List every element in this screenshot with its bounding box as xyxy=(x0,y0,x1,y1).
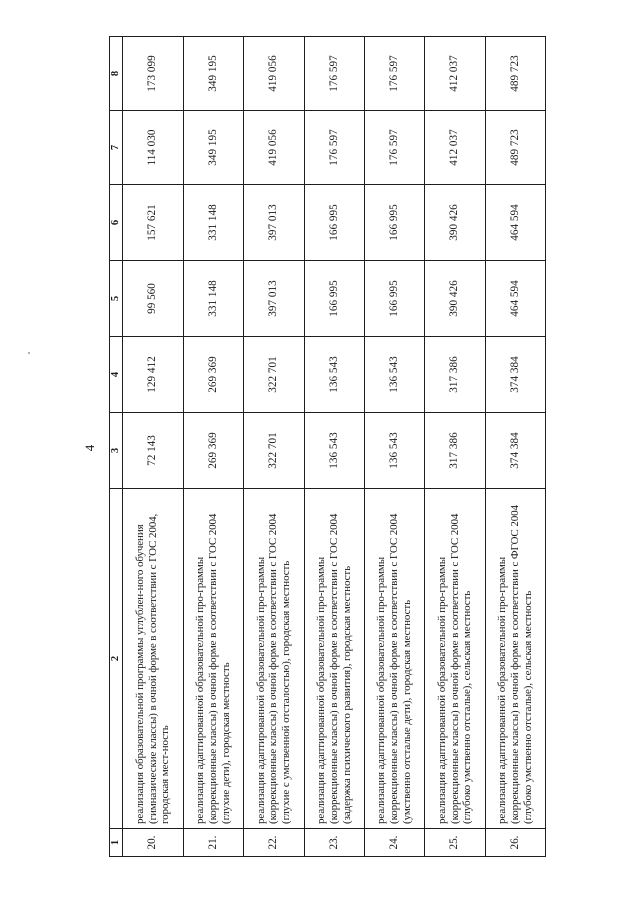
description-cell: реализация адаптированной образовательной про-граммы (коррекционные классы) в очной форме в соответствии с ГОС 2004 (глубоко умственно отсталые), сельская местность xyxy=(425,489,485,829)
value-cell: 166 995 xyxy=(364,261,424,337)
page-number: 4 xyxy=(82,444,97,452)
value-cell: 166 995 xyxy=(364,185,424,261)
column-header-6: 6 xyxy=(110,185,123,261)
value-cell: 464 594 xyxy=(485,261,545,337)
value-cell: 419 056 xyxy=(244,111,304,185)
value-cell: 349 195 xyxy=(183,37,243,111)
value-cell: 489 723 xyxy=(485,37,545,111)
column-header-2: 2 xyxy=(110,489,123,829)
value-cell: 136 543 xyxy=(304,413,364,489)
financing-table xyxy=(109,36,546,857)
value-cell: 269 369 xyxy=(183,413,243,489)
table-row xyxy=(183,37,243,857)
column-header-5: 5 xyxy=(110,261,123,337)
description-cell: реализация адаптированной образовательной про-граммы (коррекционные классы) в очной форме в соответствии с ГОС 2004 (умственно отсталые дети), городская местность xyxy=(364,489,424,829)
description-cell: реализация адаптированной образовательной про-граммы (коррекционные классы) в очной форме в соответствии с ГОС 2004 (глухие дети), городская местность xyxy=(183,489,243,829)
table-row xyxy=(123,37,183,857)
value-cell: 166 995 xyxy=(304,185,364,261)
value-cell: 489 723 xyxy=(485,111,545,185)
column-header-4: 4 xyxy=(110,337,123,413)
value-cell: 166 995 xyxy=(304,261,364,337)
value-cell: 412 037 xyxy=(425,37,485,111)
value-cell: 129 412 xyxy=(123,337,183,413)
value-cell: 412 037 xyxy=(425,111,485,185)
value-cell: 390 426 xyxy=(425,185,485,261)
value-cell: 157 621 xyxy=(123,185,183,261)
description-cell: реализация адаптированной образовательной про-граммы (коррекционные классы) в очной форме в соответствии с ФГОС 2004 (глубоко умственно отсталые), сельская местность xyxy=(485,489,545,829)
column-header-1: 1 xyxy=(110,829,123,857)
value-cell: 419 056 xyxy=(244,37,304,111)
description-cell: реализация адаптированной образовательной про-граммы (коррекционные классы) в очной форме в соответствии с ГОС 2004 (задержка психического развития), городская местность xyxy=(304,489,364,829)
value-cell: 349 195 xyxy=(183,111,243,185)
value-cell: 331 148 xyxy=(183,185,243,261)
value-cell: 390 426 xyxy=(425,261,485,337)
value-cell: 176 597 xyxy=(364,111,424,185)
value-cell: 322 701 xyxy=(244,413,304,489)
value-cell: 397 013 xyxy=(244,261,304,337)
value-cell: 464 594 xyxy=(485,185,545,261)
column-header-7: 7 xyxy=(110,111,123,185)
value-cell: 317 386 xyxy=(425,413,485,489)
value-cell: 176 597 xyxy=(364,37,424,111)
table-row xyxy=(425,37,485,857)
value-cell: 136 543 xyxy=(364,337,424,413)
value-cell: 176 597 xyxy=(304,37,364,111)
table-body xyxy=(123,37,546,857)
value-cell: 317 386 xyxy=(425,337,485,413)
description-cell: реализация адаптированной образовательной про-граммы (коррекционные классы) в очной форме в соответствии с ГОС 2004 (глухие с умственной отсталостью), городская местность xyxy=(244,489,304,829)
row-number-cell: 25. xyxy=(425,829,485,857)
value-cell: 374 384 xyxy=(485,337,545,413)
value-cell: 331 148 xyxy=(183,261,243,337)
value-cell: 176 597 xyxy=(304,111,364,185)
value-cell: 99 560 xyxy=(123,261,183,337)
value-cell: 269 369 xyxy=(183,337,243,413)
value-cell: 72 143 xyxy=(123,413,183,489)
row-number-cell: 26. xyxy=(485,829,545,857)
value-cell: 114 030 xyxy=(123,111,183,185)
table-row xyxy=(304,37,364,857)
description-cell: реализация образовательной программы углублен-ного обучения (гимназические классы) в очной форме в соответствии с ГОС 2004, городская мест-ность xyxy=(123,489,183,829)
row-number-cell: 24. xyxy=(364,829,424,857)
table-row xyxy=(364,37,424,857)
value-cell: 397 013 xyxy=(244,185,304,261)
column-header-3: 3 xyxy=(110,413,123,489)
scan-speck xyxy=(28,352,30,354)
value-cell: 322 701 xyxy=(244,337,304,413)
row-number-cell: 23. xyxy=(304,829,364,857)
value-cell: 136 543 xyxy=(364,413,424,489)
row-number-cell: 20. xyxy=(123,829,183,857)
document-table-container xyxy=(109,37,546,857)
row-number-cell: 22. xyxy=(244,829,304,857)
table-header-row xyxy=(110,37,123,857)
table-row xyxy=(485,37,545,857)
value-cell: 173 099 xyxy=(123,37,183,111)
value-cell: 374 384 xyxy=(485,413,545,489)
value-cell: 136 543 xyxy=(304,337,364,413)
column-header-8: 8 xyxy=(110,37,123,111)
row-number-cell: 21. xyxy=(183,829,243,857)
table-row xyxy=(244,37,304,857)
